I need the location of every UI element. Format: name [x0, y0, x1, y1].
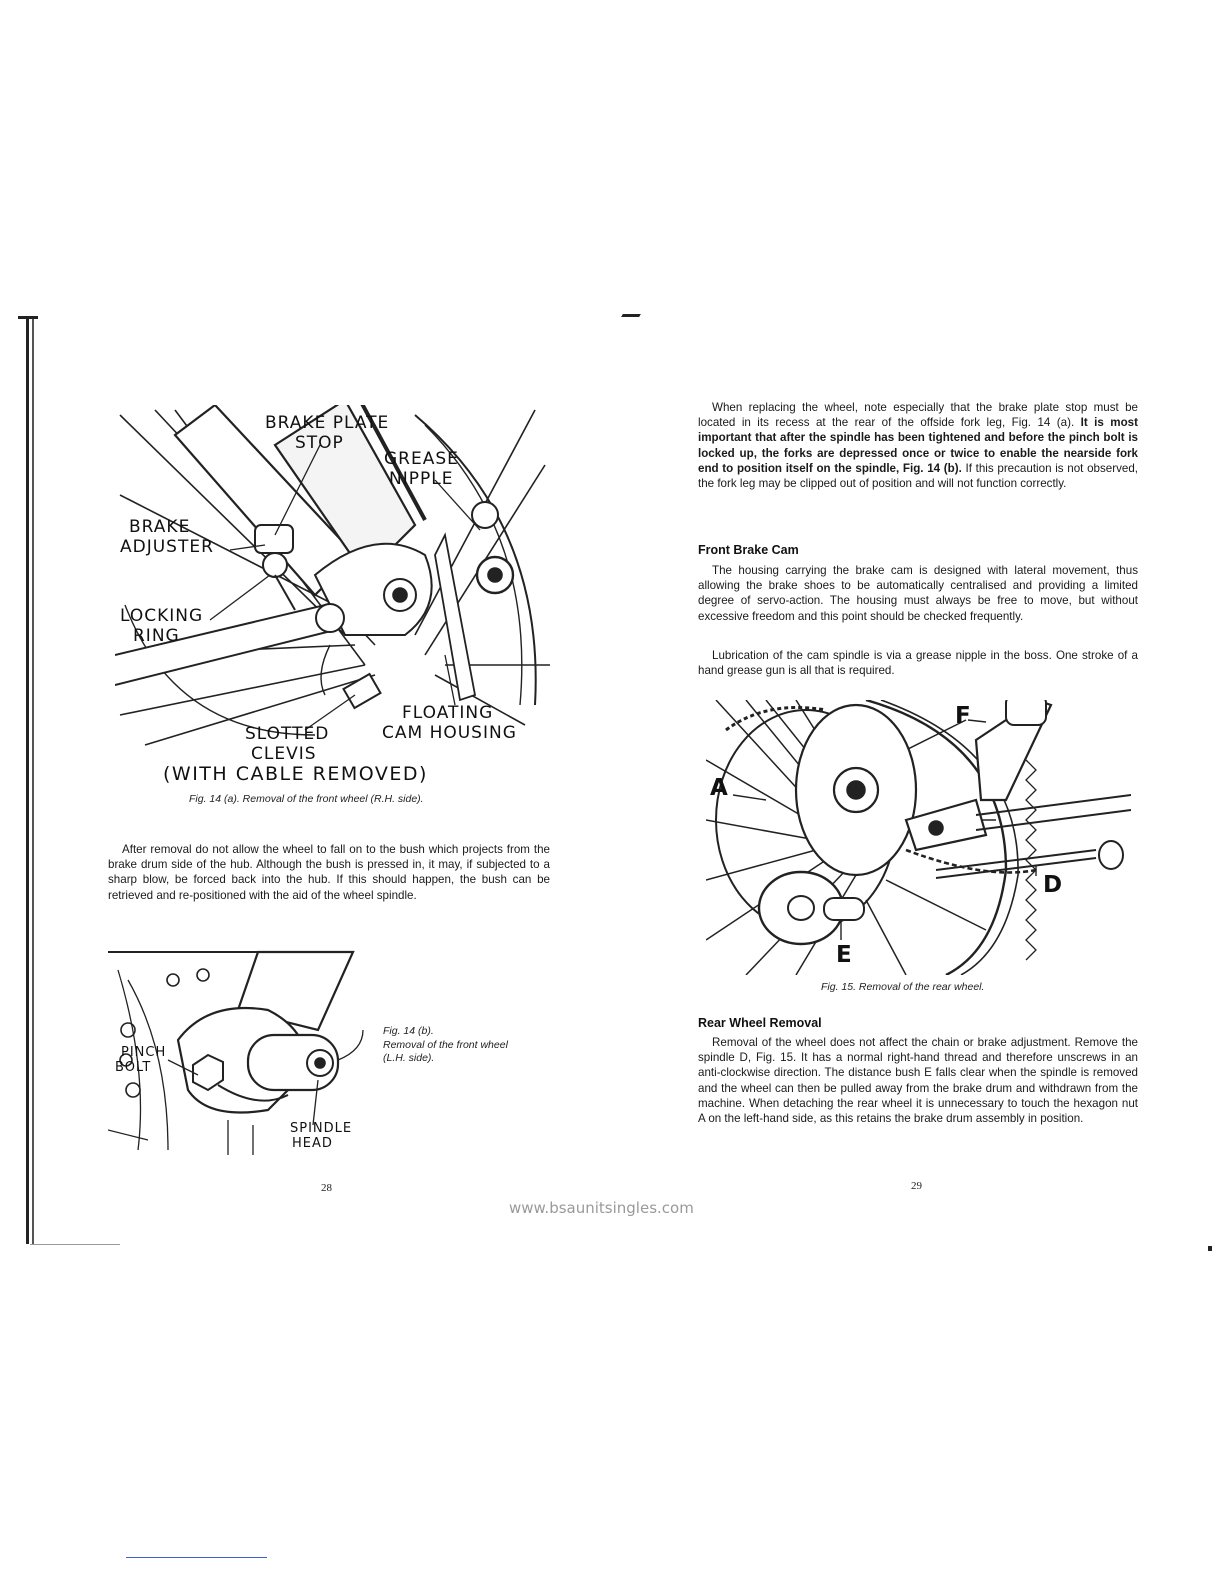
page-number-left: 28 [321, 1182, 332, 1194]
label-brake-plate: BRAKE PLATE [265, 413, 390, 433]
label-grease: GREASE [384, 449, 459, 469]
label-head: HEAD [292, 1136, 333, 1151]
website-footer: www.bsaunitsingles.com [509, 1199, 694, 1217]
label-with-cable-removed: (WITH CABLE REMOVED) [163, 763, 428, 785]
figure-14b-caption-line2: Removal of the front wheel [383, 1039, 508, 1051]
para-replacing-start: When replacing the wheel, note especially that the brake plate stop must be located in its recess at the rear of the offside fork leg, Fig. 14 (a). [698, 401, 1138, 430]
figure-14b-caption-line3: (L.H. side). [383, 1052, 435, 1064]
label-slotted: SLOTTED [245, 724, 330, 744]
figure-15 [706, 700, 1131, 975]
para-replacing-wheel [698, 400, 1138, 491]
page-number-right: 29 [911, 1180, 922, 1192]
figure-15-illustration [706, 700, 1131, 975]
spine-foot-line [30, 1244, 120, 1245]
label-adjuster: ADJUSTER [120, 537, 214, 557]
label-floating: FLOATING [402, 703, 494, 723]
label-a: A [710, 775, 728, 801]
label-clevis: CLEVIS [251, 744, 317, 764]
spine-tick-mark [18, 316, 38, 319]
para-replacing-end: If this precaution is not observed, the fork leg may be clipped out of position and will not function correctly. [698, 461, 1138, 491]
para-cam-housing: The housing carrying the brake cam is designed with lateral movement, thus allowing the brake shoes to be automatically centralised and providing a limited degree of servo-action. The housing must always be free to move, but without excessive freedom and this point should be checked frequently. [698, 564, 1138, 623]
label-e: E [836, 942, 852, 968]
scan-dot [1208, 1246, 1212, 1251]
para-rear-removal: Removal of the wheel does not affect the chain or brake adjustment. Remove the spindle D, Fig. 15. It has a normal right-hand thread and therefore unscrews in an anti-clockwise direction. The distance bush E falls clear when the spindle is removed and the wheel can then be pulled away from the brake drum and withdrawn from the machine. When detaching the rear wheel it is unnecessary to touch the hexagon nut A on the left-hand side, as this retains the brake drum assembly in position. [698, 1036, 1138, 1126]
hyperlink-underline [126, 1557, 267, 1558]
figure-14b-caption-line1: Fig. 14 (b). [383, 1025, 434, 1037]
heading-rear-wheel-removal: Rear Wheel Removal [698, 1016, 822, 1030]
label-locking: LOCKING [120, 606, 204, 626]
heading-front-brake-cam: Front Brake Cam [698, 543, 799, 557]
figure-14b [108, 950, 368, 1155]
figure-15-caption: Fig. 15. Removal of the rear wheel. [821, 981, 985, 993]
para-lubrication: Lubrication of the cam spindle is via a grease nipple in the boss. One stroke of a hand grease gun is all that is required. [698, 649, 1138, 678]
label-cam-housing: CAM HOUSING [382, 723, 517, 743]
label-spindle: SPINDLE [290, 1121, 353, 1136]
label-f: F [955, 703, 971, 729]
book-spine-edge [26, 316, 34, 1244]
label-nipple: NIPPLE [389, 469, 454, 489]
para-bush-warning: After removal do not allow the wheel to fall on to the bush which projects from the brake drum side of the hub. Although the bush is pressed in, it may, if subjected to a sharp blow, be forced back into the hub. If this should happen, the bush can be retrieved and re-positioned with the aid of the wheel spindle. [108, 843, 550, 902]
label-ring: RING [133, 626, 180, 646]
para-replacing-bold: It is most important that after the spindle has been tightened and before the pinch bolt is locked up, the forks are depressed once or twice to enable the nearside fork end to position itself on the spindle, Fig. 14 (b). [698, 416, 1138, 475]
label-stop: STOP [295, 433, 344, 453]
scan-mark [621, 314, 641, 317]
figure-14a-caption: Fig. 14 (a). Removal of the front wheel (R.H. side). [189, 793, 424, 805]
figure-14a [115, 405, 555, 795]
label-d: D [1043, 872, 1063, 898]
label-brake: BRAKE [129, 517, 191, 537]
label-bolt: BOLT [115, 1060, 152, 1075]
label-pinch: PINCH [121, 1045, 167, 1060]
